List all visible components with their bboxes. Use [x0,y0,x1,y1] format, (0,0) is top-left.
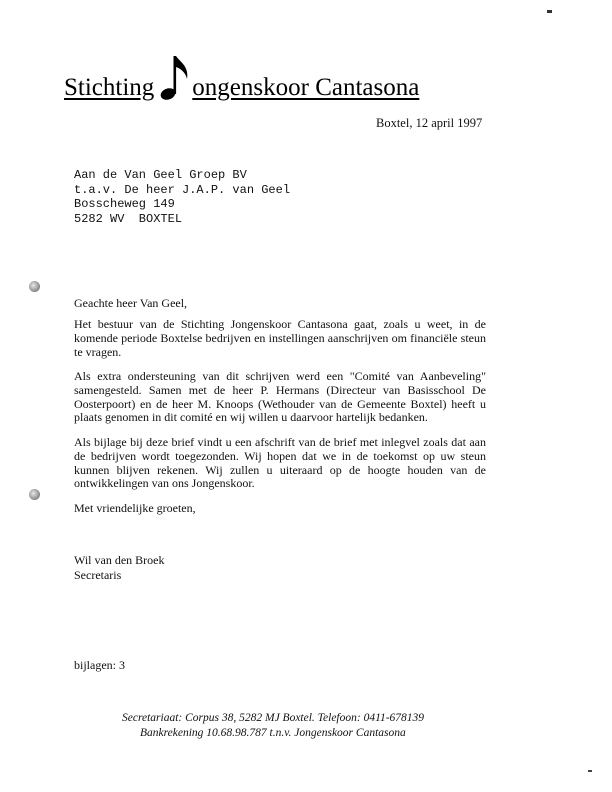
signer-title: Secretaris [74,568,122,582]
scan-mark [588,770,592,772]
footer-address: Secretariaat: Corpus 38, 5282 MJ Boxtel. Telefoon: 0411-678139 [122,712,425,724]
enclosures: bijlagen: 3 [74,658,125,672]
letterhead [64,48,484,100]
paragraph-3: Als bijlage bij deze brief vindt u een afschrift van de brief met inlegvel zoals dat aan de bedrijven wordt toegezonden. Wij hopen dat we in de toekomst op uw steun kunnen blijven rekenen. Wij zullen u uiteraard op de hoogte houden van de ontwikkelingen van ons Jongenskoor. [74,435,486,491]
recipient-address [74,168,290,226]
scan-mark [547,10,552,13]
eighth-note-icon [158,52,192,102]
letterhead-word-stichting: Stichting [64,74,155,101]
letter-date: Boxtel, 12 april 1997 [376,116,483,130]
address-line: 5282 WV BOXTEL [74,211,183,226]
address-line: Bosscheweg 149 [74,197,175,212]
punch-hole [29,489,40,500]
address-line: Aan de Van Geel Groep BV [74,168,247,182]
letterhead-word-jongenskoor: ongenskoor Cantasona [192,74,420,101]
punch-hole [29,281,40,292]
footer-bank: Bankrekening 10.68.98.787 t.n.v. Jongenskoor Cantasona [140,727,406,739]
closing: Met vriendelijke groeten, [74,501,196,515]
signer-name: Wil van den Broek [74,553,165,567]
salutation: Geachte heer Van Geel, [74,296,188,310]
signature-block [74,553,165,583]
address-line: t.a.v. De heer J.A.P. van Geel [74,182,291,197]
paragraph-2: Als extra ondersteuning van dit schrijven werd een "Comité van Aanbeveling" samengesteld. Samen met de heer P. Hermans (Directeur van Basisschool De Oosterpoort) en de heer M. Knoops (Wethouder van de Gemeente Boxtel) heeft u plaats genomen in dit comité en wij willen u daarvoor hartelijk bedanken. [74,369,486,425]
paragraph-1: Het bestuur van de Stichting Jongenskoor Cantasona gaat, zoals u weet, in de komende periode Boxtelse bedrijven en instellingen aanschrijven om financiële steun te vragen. [74,317,486,359]
